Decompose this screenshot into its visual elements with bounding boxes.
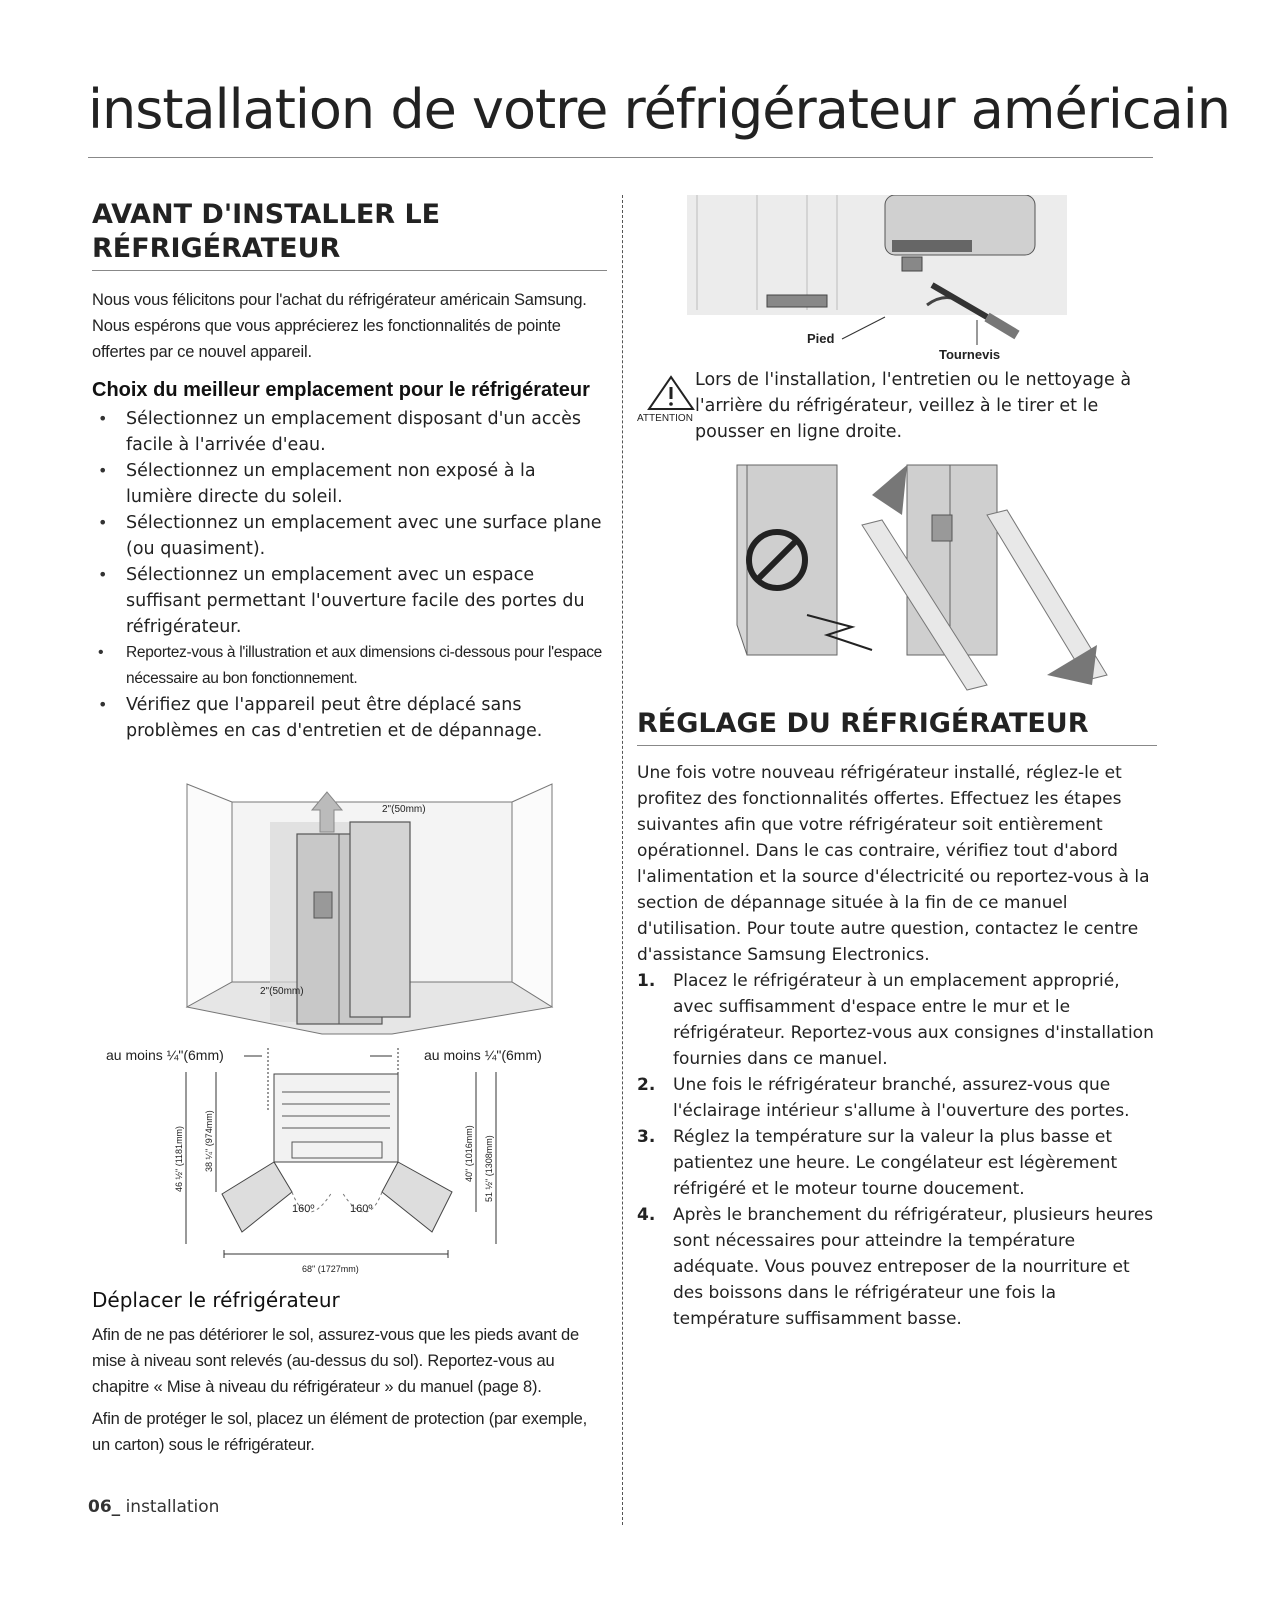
step-text: Après le branchement du réfrigérateur, plusieurs heures sont nécessaires pour atteindre la température adéquate. Vous pouvez entreposer de la nourriture et des boissons dans le réfrigérateur une fois la température suffisamment basse. (673, 1205, 1154, 1329)
column-divider (622, 195, 623, 1525)
adjusting-step (637, 1202, 1157, 1332)
room-clearance-diagram (92, 762, 607, 1042)
before-install-heading (92, 198, 607, 266)
right-outer-depth-dimension: 51 ½" (1308mm) (484, 1135, 494, 1202)
left-outer-depth-dimension: 46 ½" (1181mm) (174, 1125, 184, 1192)
step-number: 4. (637, 1205, 656, 1225)
adjusting-step (637, 1124, 1157, 1202)
moving-paragraph-1: Afin de ne pas détériorer le sol, assurez-vous que les pieds avant de mise à niveau sont relevés (au-dessus du sol). Reportez-vous au chapitre « Mise à niveau du réfrigérateur » du manuel (page 8). (92, 1326, 579, 1396)
location-bullet: • Sélectionnez un emplacement disposant d'un accès facile à l'arrivée d'eau. (92, 406, 607, 458)
adjusting-rule (637, 745, 1157, 746)
location-bullet: • Vérifiez que l'appareil peut être déplacé sans problèmes en cas d'entretien et de dépannage. (92, 692, 607, 744)
left-inner-depth-dimension: 38 ¼" (974mm) (204, 1110, 214, 1172)
location-bullet: • Sélectionnez un emplacement avec une surface plane (ou quasiment). (92, 510, 607, 562)
attention-notice (637, 367, 1157, 453)
left-minimum-clearance-label: au moins ¼"(6mm) (106, 1047, 224, 1063)
page-number: 06_ (88, 1497, 121, 1517)
footer-section-label: installation (120, 1497, 220, 1517)
side-clearance-label: 2"(50mm) (260, 986, 304, 997)
before-install-heading-line2: RÉFRIGÉRATEUR (92, 233, 341, 264)
page-title: installation de votre réfrigérateur américain (88, 78, 1230, 141)
adjusting-heading: RÉGLAGE DU RÉFRIGÉRATEUR (637, 708, 1089, 739)
foot-label: Pied (807, 331, 835, 346)
before-install-intro: Nous vous félicitons pour l'achat du réfrigérateur américain Samsung. Nous espérons que vous apprécierez les fonctionnalités de pointe offertes par ce nouvel appareil. (92, 291, 587, 361)
right-minimum-clearance-label: au moins ¼"(6mm) (424, 1047, 542, 1063)
moving-heading: Déplacer le réfrigérateur (92, 1288, 340, 1312)
step-text: Une fois le réfrigérateur branché, assurez-vous que l'éclairage intérieur s'allume à l'ouverture des portes. (673, 1075, 1130, 1121)
top-clearance-label: 2"(50mm) (382, 804, 426, 815)
move-straight-illustration (637, 455, 1157, 695)
location-bullet: • Sélectionnez un emplacement non exposé à la lumière directe du soleil. (92, 458, 607, 510)
step-number: 1. (637, 971, 656, 991)
adjusting-step (637, 968, 1157, 1072)
location-bullet: • Sélectionnez un emplacement avec un espace suffisant permettant l'ouverture facile des portes du réfrigérateur. (92, 562, 607, 640)
top-view-dimensions-diagram (92, 1042, 607, 1282)
before-install-heading-line1: AVANT D'INSTALLER LE (92, 199, 441, 230)
step-text: Réglez la température sur la valeur la plus basse et patientez une heure. Le congélateur est légèrement réfrigéré et le moteur tourne doucement. (673, 1127, 1118, 1199)
right-inner-depth-dimension: 40" (1016mm) (464, 1125, 474, 1182)
right-column (637, 195, 1157, 1332)
right-door-angle-label: 160º (350, 1203, 373, 1215)
leveling-foot-illustration (637, 195, 1157, 365)
screwdriver-label: Tournevis (939, 347, 1001, 362)
moving-paragraph-2: Afin de protéger le sol, placez un élément de protection (par exemple, un carton) sous le réfrigérateur. (92, 1410, 588, 1454)
attention-label: ATTENTION (637, 413, 693, 423)
overall-width-dimension: 68" (1727mm) (302, 1264, 359, 1274)
before-install-rule (92, 270, 607, 271)
adjusting-intro: Une fois votre nouveau réfrigérateur installé, réglez-le et profitez des fonctionnalités offertes. Effectuez les étapes suivantes afin que votre réfrigérateur soit entièrement opérationnel. Dans le cas contraire, vérifiez tout d'abord l'alimentation et la source d'électricité ou reportez-vous à la section de dépannage située à la fin de ce manuel d'utilisation. Pour toute autre question, contactez le centre d'assistance Samsung Electronics. (637, 763, 1150, 965)
adjusting-step (637, 1072, 1157, 1124)
adjusting-steps-list (637, 968, 1157, 1332)
step-text: Placez le réfrigérateur à un emplacement approprié, avec suffisamment d'espace entre le mur et le réfrigérateur. Reportez-vous aux consignes d'installation fournies dans ce manuel. (673, 971, 1154, 1069)
attention-text: Lors de l'installation, l'entretien ou le nettoyage à l'arrière du réfrigérateur, veillez à le tirer et le pousser en ligne droite. (695, 370, 1132, 442)
title-rule (88, 157, 1153, 158)
step-number: 3. (637, 1127, 656, 1147)
location-bullet-list (92, 406, 607, 744)
page-footer (88, 1497, 219, 1517)
left-door-angle-label: 160º (292, 1203, 315, 1215)
left-column (92, 198, 607, 1458)
location-bullet: • Reportez-vous à l'illustration et aux dimensions ci-dessous pour l'espace nécessaire au bon fonctionnement. (92, 640, 607, 692)
location-heading: Choix du meilleur emplacement pour le réfrigérateur (92, 379, 590, 401)
step-number: 2. (637, 1075, 656, 1095)
